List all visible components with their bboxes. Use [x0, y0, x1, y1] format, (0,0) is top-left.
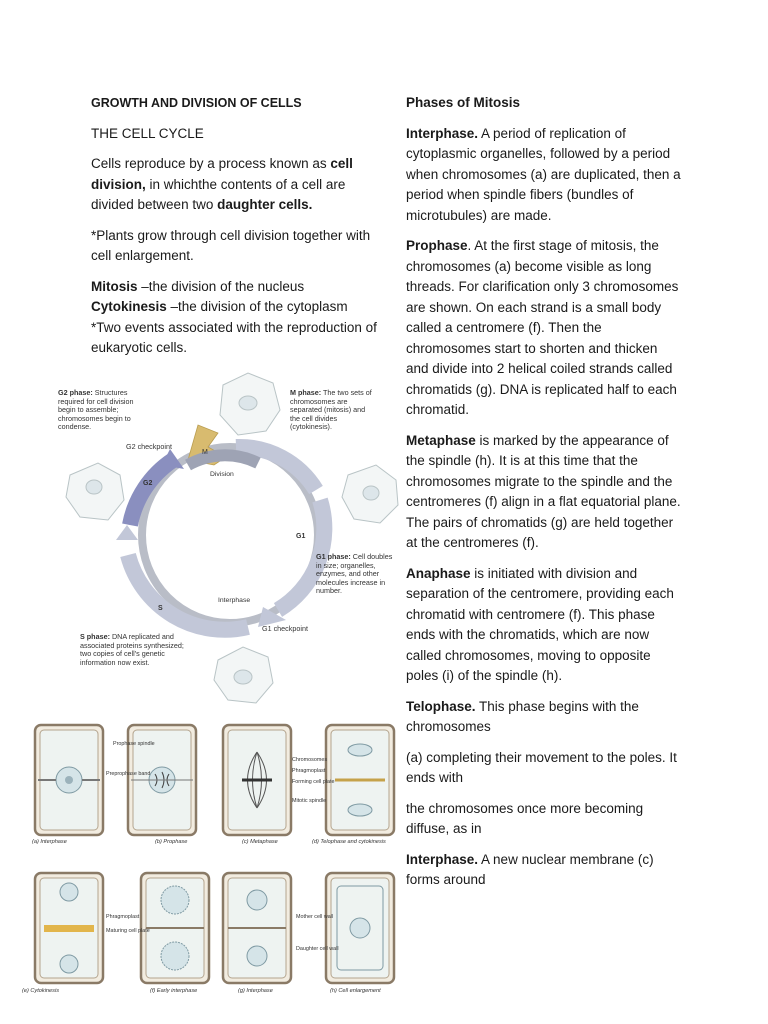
- ann-mitotic-spindle: Mitotic spindle: [292, 798, 327, 804]
- ann-mother-cell-wall: Mother cell wall: [296, 914, 334, 920]
- ann-phragmoplast: Phragmoplast: [292, 768, 326, 774]
- cell-panel-prophase: [125, 722, 199, 838]
- interphase-2-paragraph: Interphase. A new nuclear membrane (c) forms around: [406, 851, 654, 887]
- caption-f: (f) Early interphase: [150, 988, 198, 994]
- caption-b: (b) Prophase: [155, 839, 188, 845]
- s-phase-label: S phase: DNA replicated and associated proteins synthesized; two copies of cell's genetic information now exist.: [80, 632, 184, 667]
- ann-phragmoplast-2: Phragmoplast: [106, 914, 140, 920]
- telophase-paragraph: Telophase. This phase begins with the chromosomes: [406, 698, 639, 734]
- interphase-paragraph: Interphase. A period of replication of cytoplasmic organelles, followed by a period when chromosomes (a) are duplicated, then a period when spindle fibers (bundles of microtubules) are made.: [406, 125, 681, 223]
- cell-cycle-diagram: [58, 365, 403, 705]
- cell-panel-enlargement: [323, 870, 397, 986]
- ann-chromosomes: Chromosomes: [292, 757, 328, 763]
- cell-panel-interphase-2: [220, 870, 294, 986]
- m-phase-label: M phase: The two sets of chromosomes are separated (mitosis) and the cell divides (cytokinesis).: [290, 388, 372, 432]
- m-label: M: [202, 449, 208, 456]
- caption-d: (d) Telophase and cytokinesis: [312, 839, 386, 845]
- caption-e: (e) Cytokinesis: [22, 988, 59, 994]
- g1-checkpoint-label: G1 checkpoint: [262, 624, 308, 633]
- caption-h: (h) Cell enlargement: [330, 988, 381, 994]
- definitions: Mitosis –the division of the nucleus Cytokinesis –the division of the cytoplasm *Two events associated with the reproduction of eukaryotic cells.: [91, 277, 381, 359]
- prophase-paragraph: Prophase. At the first stage of mitosis, the chromosomes (a) become visible as long threads. For clarification only 3 chromosomes are shown. On each strand is a small body called a centromere (f). Then the chromosomes start to shorten and thicken and divide into 2 helical coiled strands called chromatids (g). DNA is replicated half to each chromatid.: [406, 238, 679, 417]
- intro-paragraph: Cells reproduce by a process known as cell division, in whichthe contents of a cell are divided between two daughter cells.: [91, 156, 353, 212]
- g2-label: G2: [143, 480, 153, 487]
- plants-note: *Plants grow through cell division together with cell enlargement.: [91, 227, 371, 263]
- telophase-continued-1: (a) completing their movement to the poles. It ends with: [406, 749, 677, 785]
- right-column: [406, 93, 681, 901]
- caption-a: (a) Interphase: [32, 839, 67, 845]
- cell-panel-interphase: [32, 722, 106, 838]
- section-heading: THE CELL CYCLE: [91, 125, 204, 141]
- ann-prophase-spindle: Prophase spindle: [113, 741, 155, 747]
- cytokinesis-term: Cytokinesis: [91, 299, 167, 314]
- caption-c: (c) Metaphase: [242, 839, 278, 845]
- division-label: Division: [210, 471, 234, 478]
- g1-label: G1: [296, 533, 306, 540]
- events-note: *Two events associated with the reproduction of eukaryotic cells.: [91, 319, 377, 355]
- page-title: GROWTH AND DIVISION OF CELLS: [91, 96, 302, 110]
- cell-panel-cytokinesis: [32, 870, 106, 986]
- ann-daughter-cell-wall: Daughter cell wall: [296, 946, 339, 952]
- ann-maturing-cell-plate: Maturing cell plate: [106, 928, 150, 934]
- g1-phase-label: G1 phase: Cell doubles in size; organelles, enzymes, and other molecules increase in number.: [316, 552, 393, 596]
- s-label: S: [158, 605, 163, 612]
- g2-checkpoint-label: G2 checkpoint: [126, 442, 172, 451]
- mitosis-term: Mitosis: [91, 278, 138, 294]
- ann-preprophase-band: Preprophase band: [106, 771, 151, 777]
- left-column: [91, 93, 381, 359]
- g2-phase-label: G2 phase: Structures required for cell division begin to assemble; chromosomes begin to condense.: [58, 388, 134, 432]
- ann-forming-cell-plate: Forming cell plate: [292, 779, 335, 785]
- cell-panel-metaphase: [220, 722, 294, 838]
- metaphase-paragraph: Metaphase is marked by the appearance of the spindle (h). It is at this time that the chromosomes migrate to the spindle and the centromeres (f) align in a flat equatorial plane. The pairs of chromatids (g) are held together at the centromeres (f).: [406, 432, 681, 550]
- caption-g: (g) Interphase: [238, 988, 273, 994]
- telophase-continued-2: the chromosomes once more becoming diffuse, as in: [406, 800, 644, 836]
- phases-title: Phases of Mitosis: [406, 95, 521, 110]
- anaphase-paragraph: Anaphase is initiated with division and separation of the centromere, providing each chromatid with centromere (f). This phase ends with the chromatids, which are now called chromosomes, moving to opposite poles (i) of the spindle (h).: [406, 565, 674, 683]
- interphase-label: Interphase: [218, 597, 251, 604]
